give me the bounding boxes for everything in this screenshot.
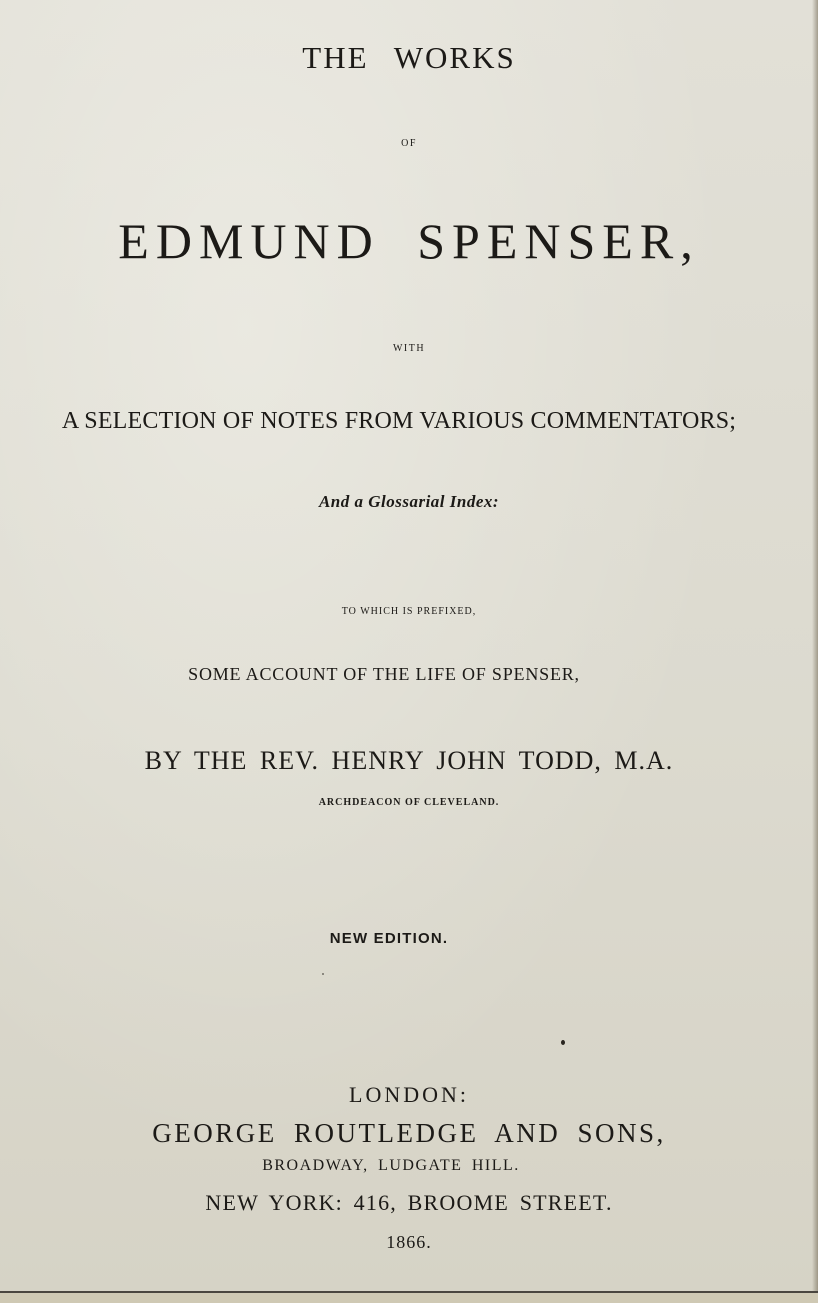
editor-title: ARCHDEACON OF CLEVELAND.: [318, 797, 500, 808]
imprint-year: 1866.: [386, 1232, 432, 1252]
with-text: WITH: [392, 343, 426, 354]
edition-label: NEW EDITION.: [329, 930, 449, 947]
imprint-address: BROADWAY, LUDGATE HILL.: [262, 1157, 520, 1174]
glossarial-index-line: And a Glossarial Index:: [318, 492, 500, 511]
of-text: OF: [401, 138, 417, 149]
imprint-new-york: NEW YORK: 416, BROOME STREET.: [205, 1190, 613, 1215]
imprint-publisher: GEORGE ROUTLEDGE AND SONS,: [152, 1118, 666, 1148]
ink-speck: [561, 1040, 565, 1045]
imprint-city: LONDON:: [349, 1082, 469, 1107]
author-name: EDMUND SPENSER,: [118, 213, 700, 269]
life-account-line: SOME ACCOUNT OF THE LIFE OF SPENSER,: [188, 664, 580, 684]
prefixed-text: TO WHICH IS PREFIXED,: [341, 606, 477, 617]
page-edge-shadow: [812, 0, 818, 1303]
notes-selection-line: A SELECTION OF NOTES FROM VARIOUS COMMENTATORS;: [61, 408, 737, 434]
ink-speck: [322, 973, 324, 975]
book-title: THE WORKS: [302, 40, 516, 75]
editor-line: BY THE REV. HENRY JOHN TODD, M.A.: [144, 746, 674, 775]
bottom-margin-strip: [0, 1293, 818, 1303]
